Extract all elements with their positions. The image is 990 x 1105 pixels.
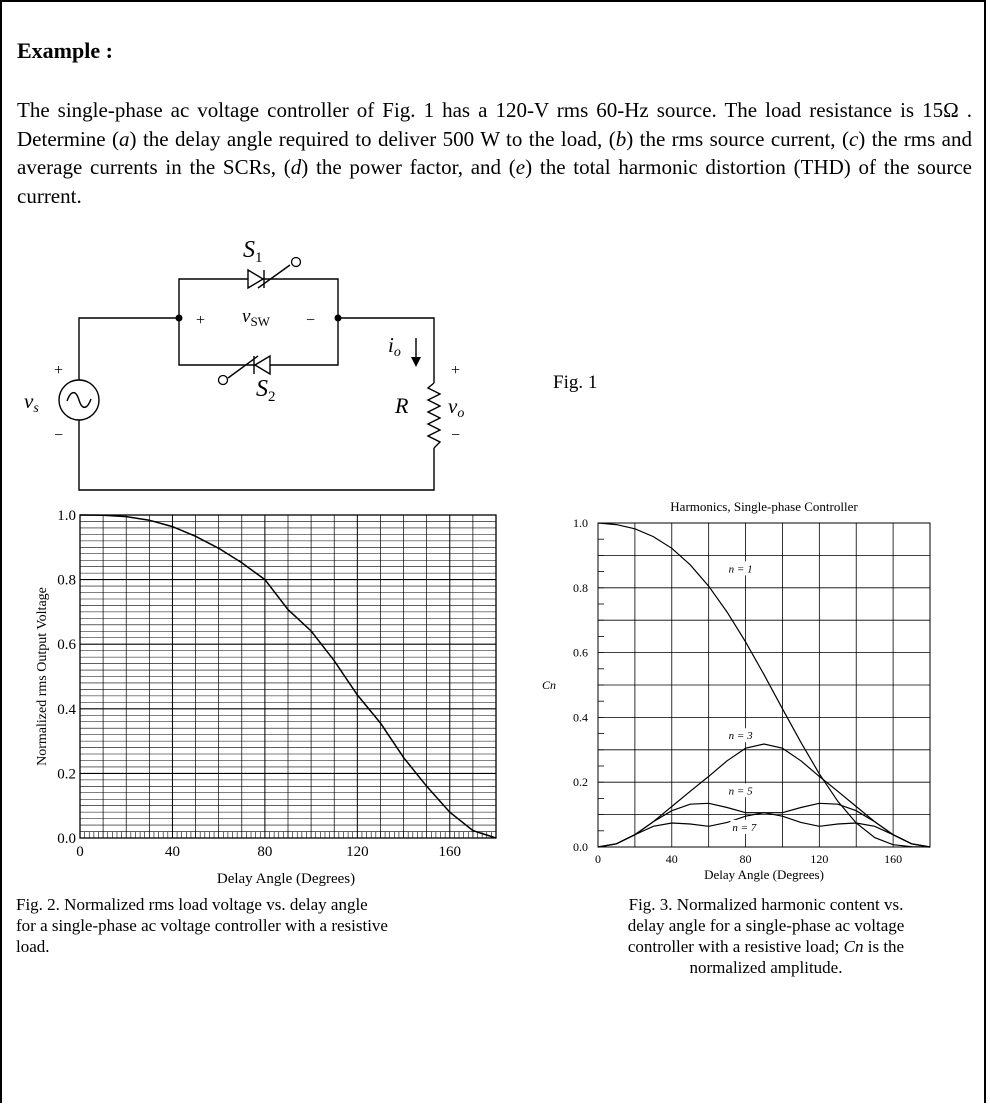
fig2-caption: Fig. 2. Normalized rms load voltage vs. delay angle for a single-phase ac voltage controller with a resistive load. [16,895,388,956]
y-tick-label: 0.6 [57,637,76,654]
y-tick-label: 1.0 [57,508,76,524]
fig1-label: Fig. 1 [553,372,598,393]
y-axis-label: Normalized rms Output Voltage [35,587,50,766]
fig3-chart [530,495,950,895]
annotation-n7: n = 7 [732,821,757,834]
x-tick-label: 80 [257,844,273,860]
x-tick-label: 160 [438,844,462,860]
annotation-n1: n = 1 [728,563,753,576]
problem-statement: The single-phase ac voltage controller of Fig. 1 has a 120-V rms 60-Hz source. The load resistance is 15Ω . Determine (a) the delay angle required to deliver 500 W to the load, (b) the rms source current, (c) the rms and average currents in the SCRs, (d) the power factor, and (e) the total harmonic distortion (THD) of the source current. [17,98,972,208]
annotation-n3: n = 3 [728,730,753,743]
x-tick-label: 40 [164,844,180,860]
y-tick-label: 0.6 [573,645,588,660]
y-tick-label: 0.0 [573,840,588,854]
chart-title: Harmonics, Single-phase Controller [670,499,858,514]
y-tick-label: 0.4 [573,710,588,725]
circuit-diagram [0,237,500,500]
y-tick-label: 0.2 [573,775,588,790]
x-tick-label: 120 [810,852,829,866]
y-tick-label: 0.2 [57,766,76,783]
s1-label: $S_1$ [243,237,263,266]
vs-label: vs [24,389,39,416]
vs-minus: − [54,427,64,444]
vo-label: vo [448,394,465,421]
x-tick-label: 80 [739,852,752,866]
y-tick-label: 0.8 [573,580,588,595]
vo-minus: − [451,427,461,444]
x-tick-label: 0 [595,852,601,866]
x-axis-label: Delay Angle (Degrees) [704,867,824,882]
io-label: io [388,333,401,360]
x-tick-label: 160 [884,852,903,866]
vsw-label: $v_{SW}$ [242,306,270,329]
annotation-n5: n = 5 [728,785,753,798]
fig2-chart [0,495,520,895]
y-axis-label: Cn [542,678,557,692]
y-tick-label: 0.4 [57,701,76,718]
y-tick-label: 0.0 [57,831,76,847]
y-tick-label: 0.8 [57,572,76,589]
s2-label: $S_2$ [256,376,276,405]
x-tick-label: 120 [346,844,369,860]
example-heading: Example : [17,38,113,63]
vsw-minus: − [306,312,316,329]
vo-plus: + [451,362,461,379]
vs-plus: + [54,362,64,379]
x-axis-label: Delay Angle (Degrees) [216,871,356,887]
fig3-caption: Fig. 3. Normalized harmonic content vs. delay angle for a single-phase ac voltage controller with a resistive load; Cn is the normalized amplitude. [627,895,905,977]
vsw-plus: + [196,312,206,329]
x-tick-label: 40 [665,852,678,866]
x-tick-label: 0 [76,844,84,860]
y-tick-label: 1.0 [573,516,588,530]
r-label: R [395,393,409,418]
